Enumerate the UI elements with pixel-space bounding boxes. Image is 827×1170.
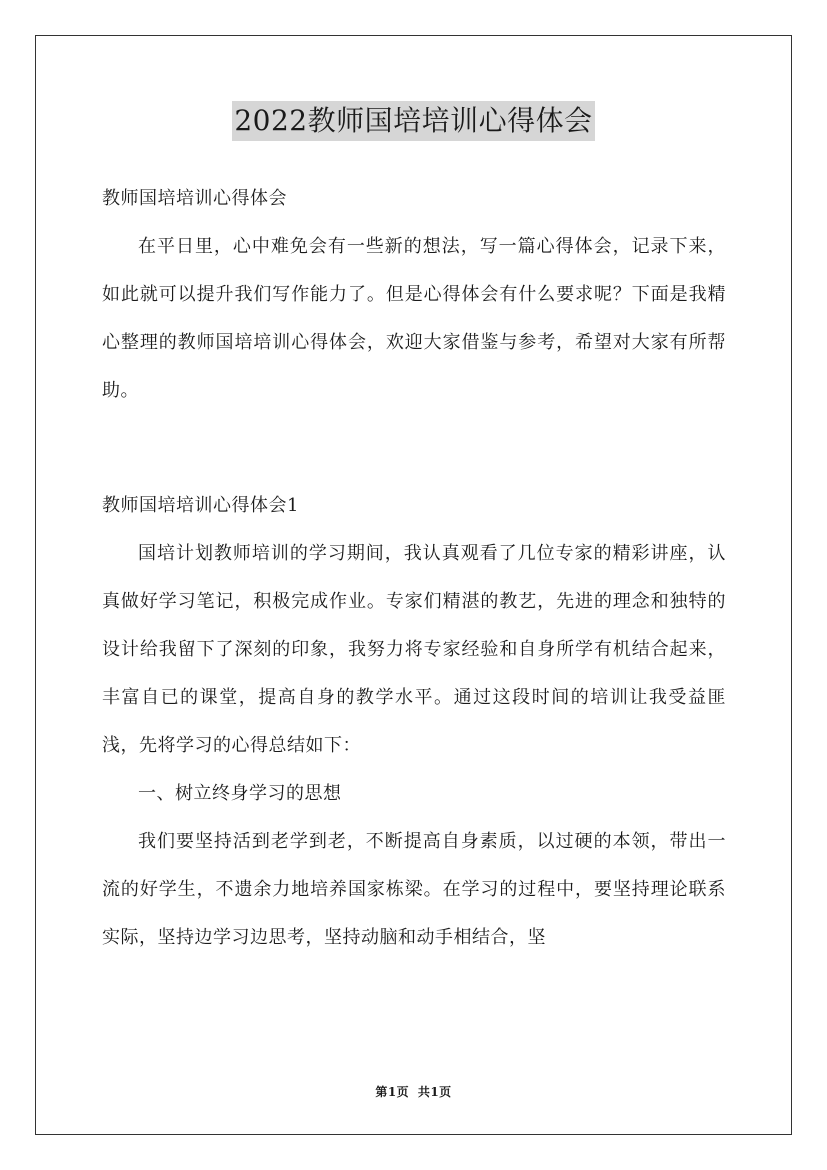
- document-title: 2022教师国培培训心得体会: [232, 101, 594, 141]
- document-body: [102, 175, 726, 962]
- section-heading-1: 教师国培培训心得体会1: [102, 495, 299, 516]
- body-paragraph: 我们要坚持活到老学到老，不断提高自身素质，以过硬的本领，带出一流的好学生，不遗余力地培养国家栋梁。在学习的过程中，要坚持理论联系实际，坚持边学习边思考，坚持动脑和动手相结合，坚: [102, 831, 726, 948]
- subheading: 一、树立终身学习的思想: [138, 783, 342, 804]
- page-number: 第1页: [375, 1085, 410, 1099]
- page-total: 共1页: [417, 1085, 452, 1099]
- body-paragraph: 国培计划教师培训的学习期间，我认真观看了几位专家的精彩讲座，认真做好学习笔记，积极完成作业。专家们精湛的教艺，先进的理念和独特的设计给我留下了深刻的印象，我努力将专家经验和自身所学有机结合起来，丰富自已的课堂，提高自身的教学水平。通过这段时间的培训让我受益匪浅，先将学习的心得总结如下：: [102, 543, 726, 756]
- section-heading: 教师国培培训心得体会: [102, 188, 287, 209]
- title-wrap: [0, 101, 827, 141]
- intro-paragraph: 在平日里，心中难免会有一些新的想法，写一篇心得体会，记录下来，如此就可以提升我们写作能力了。但是心得体会有什么要求呢？下面是我精心整理的教师国培培训心得体会，欢迎大家借鉴与参考，希望对大家有所帮助。: [102, 236, 726, 401]
- page-footer: [0, 1083, 827, 1100]
